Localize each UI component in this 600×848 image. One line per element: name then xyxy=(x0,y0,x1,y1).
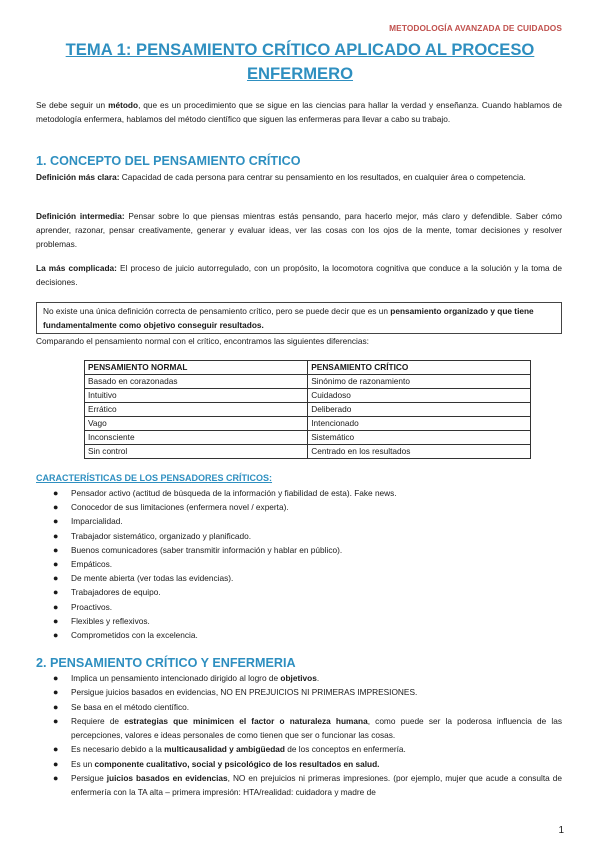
list-item-text-a: Persigue xyxy=(71,773,107,784)
bullet-icon: ● xyxy=(53,516,59,527)
bullet-icon: ● xyxy=(53,559,59,570)
list-item-text-a: Persigue juicios basados en evidencias, NO EN PREJUICIOS NI PRIMERAS IMPRESIONES. xyxy=(71,687,418,698)
definition-intermediate xyxy=(36,209,562,251)
list-item xyxy=(36,628,562,642)
list-item xyxy=(36,671,562,685)
table-cell: Deliberado xyxy=(308,403,531,417)
table-cell: Intencionado xyxy=(308,417,531,431)
list-item-text-c: . xyxy=(316,673,320,683)
list-item-text-c: de los conceptos en enfermería. xyxy=(284,744,406,755)
list-item xyxy=(36,614,562,628)
list-item-bold: componente cualitativo, social y psicológico de los resultados en salud. xyxy=(94,758,380,769)
list-item xyxy=(36,757,562,771)
list-item xyxy=(36,571,562,585)
list-item xyxy=(36,714,562,743)
definition-clear xyxy=(36,170,562,184)
page-number: 1 xyxy=(558,825,564,836)
list-item xyxy=(36,700,562,714)
bullet-icon: ● xyxy=(53,615,59,626)
table-cell: Centrado en los resultados xyxy=(308,445,531,459)
bullet-icon: ● xyxy=(53,701,59,712)
running-header: METODOLOGÍA AVANZADA DE CUIDADOS xyxy=(389,23,562,33)
table-header-row xyxy=(85,361,531,375)
list-item-bold: juicios basados en evidencias xyxy=(106,773,228,784)
table-cell: Errático xyxy=(85,403,308,417)
bullet-icon: ● xyxy=(53,773,59,784)
list-item xyxy=(36,600,562,614)
table-cell: Cuidadoso xyxy=(308,389,531,403)
list-item-text: Pensador activo (actitud de búsqueda de la información y fiabilidad de esta). Fake news. xyxy=(71,488,397,498)
nursing-list xyxy=(36,671,562,800)
table-cell: Sin control xyxy=(85,445,308,459)
intro-text-a: Se debe seguir un xyxy=(36,100,109,110)
definition-complex-text: El proceso de juicio autorregulado, con un propósito, la locomotora cognitiva que conduce a la solución y la toma de decisiones. xyxy=(36,263,563,287)
table-header-critical: PENSAMIENTO CRÍTICO xyxy=(308,361,531,375)
section-1-heading: 1. CONCEPTO DEL PENSAMIENTO CRÍTICO xyxy=(36,154,301,168)
bullet-icon: ● xyxy=(53,744,59,755)
definition-clear-text: Capacidad de cada persona para centrar su pensamiento en los resultados, en cualquier área o competencia. xyxy=(119,172,526,182)
list-item-bold: estrategias que minimicen el factor o naturaleza humana xyxy=(124,715,368,726)
table-cell: Intuitivo xyxy=(85,389,308,403)
comparison-intro: Comparando el pensamiento normal con el crítico, encontramos las siguientes diferencias: xyxy=(36,336,369,346)
table-header-normal: PENSAMIENTO NORMAL xyxy=(85,361,308,375)
bullet-icon: ● xyxy=(53,687,59,698)
definition-clear-label: Definición más clara: xyxy=(36,172,120,182)
characteristics-list xyxy=(36,486,562,642)
list-item-text-a: Se basa en el método científico. xyxy=(71,701,190,712)
table-cell: Inconsciente xyxy=(85,431,308,445)
table-cell: Basado en corazonadas xyxy=(85,375,308,389)
table-cell: Vago xyxy=(85,417,308,431)
table-row xyxy=(85,417,531,431)
list-item-text: Conocedor de sus limitaciones (enfermera novel / experta). xyxy=(71,502,289,513)
definition-complex-label: La más complicada: xyxy=(36,263,117,273)
definition-intermediate-label: Definición intermedia: xyxy=(36,211,125,221)
table-row xyxy=(85,375,531,389)
list-item-text: Trabajadores de equipo. xyxy=(71,587,161,598)
section-2-heading: 2. PENSAMIENTO CRÍTICO Y ENFERMERIA xyxy=(36,656,296,670)
bullet-icon: ● xyxy=(53,488,59,498)
list-item-text: Trabajador sistemático, organizado y planificado. xyxy=(71,530,252,541)
bullet-icon: ● xyxy=(53,530,59,541)
bullet-icon: ● xyxy=(53,601,59,612)
bullet-icon: ● xyxy=(53,573,59,584)
intro-paragraph xyxy=(36,98,562,126)
list-item-text: De mente abierta (ver todas las evidencias). xyxy=(71,573,234,584)
definition-complex xyxy=(36,261,562,289)
bullet-icon: ● xyxy=(53,673,59,683)
table-row xyxy=(85,445,531,459)
highlight-box xyxy=(36,302,562,334)
bullet-icon: ● xyxy=(53,587,59,598)
list-item xyxy=(36,543,562,557)
list-item-text: Comprometidos con la excelencia. xyxy=(71,630,198,641)
list-item-text-a: Requiere de xyxy=(71,715,125,726)
list-item-text-c: , NO en prejuicios ni primeras impresiones. (por ejemplo, mujer que acude a consulta de enfermería con la TA alta – primera impresión: HTA/realidad: cuidadora y madre de xyxy=(71,773,562,798)
table-cell: Sinónimo de razonamiento xyxy=(308,375,531,389)
list-item xyxy=(36,514,562,528)
list-item-text: Buenos comunicadores (saber transmitir información y hablar en público). xyxy=(71,544,343,555)
table-row xyxy=(85,389,531,403)
list-item xyxy=(36,685,562,699)
list-item-bold: objetivos xyxy=(280,673,317,683)
table-row xyxy=(85,403,531,417)
bullet-icon: ● xyxy=(53,630,59,641)
list-item xyxy=(36,585,562,599)
comparison-table xyxy=(84,360,531,459)
list-item xyxy=(36,771,562,800)
list-item-text-a: Es un xyxy=(71,758,95,769)
bullet-icon: ● xyxy=(53,758,59,769)
definition-intermediate-text: Pensar sobre lo que piensas mientras estás pensando, para hacerlo mejor, más claro y defendible. Saber cómo aprender, razonar, pensar creativamente, generar y evaluar ideas, ver las cosas con los ojos de la mente, tomar decisiones y resolver problemas. xyxy=(36,211,562,249)
list-item xyxy=(36,742,562,756)
list-item xyxy=(36,557,562,571)
list-item-text: Proactivos. xyxy=(71,601,113,612)
bullet-icon: ● xyxy=(53,544,59,555)
highlight-box-text-a: No existe una única definición correcta de pensamiento crítico, pero se puede decir que es un xyxy=(43,306,391,316)
bullet-icon: ● xyxy=(53,502,59,513)
list-item xyxy=(36,529,562,543)
list-item-text-c: , como puede ser la poderosa influencia de las percepciones, valores e ideas personales de como tienen que ser o funcionar las cosas. xyxy=(71,715,563,741)
intro-bold-metodo: método xyxy=(108,100,139,110)
list-item-text: Flexibles y reflexivos. xyxy=(71,615,150,626)
document-title: TEMA 1: PENSAMIENTO CRÍTICO APLICADO AL PROCESO ENFERMERO xyxy=(65,40,535,83)
list-item xyxy=(36,486,562,500)
table-cell: Sistemático xyxy=(308,431,531,445)
list-item-text: Imparcialidad. xyxy=(71,516,123,527)
bullet-icon: ● xyxy=(53,715,59,726)
list-item-text: Empáticos. xyxy=(71,559,113,570)
list-item-text-a: Implica un pensamiento intencionado dirigido al logro de xyxy=(71,673,281,683)
list-item-text-a: Es necesario debido a la xyxy=(71,744,165,755)
list-item xyxy=(36,500,562,514)
highlight-box-text xyxy=(43,304,555,332)
list-item-bold: multicausalidad y ambigüedad xyxy=(164,744,285,755)
table-row xyxy=(85,431,531,445)
highlight-box-bold: pensamiento organizado y que tiene fundamentalmente como objetivo conseguir resultados. xyxy=(43,306,534,330)
characteristics-heading: CARACTERÍSTICAS DE LOS PENSADORES CRÍTICOS: xyxy=(36,473,273,483)
intro-text-b: , que es un procedimiento que se sigue en las ciencias para hallar la verdad y enseñanza. Cuando hablamos de metodología enfermera, hablamos del método científico que siguen las enfermeras para llevar a cabo su trabajo. xyxy=(36,100,562,124)
